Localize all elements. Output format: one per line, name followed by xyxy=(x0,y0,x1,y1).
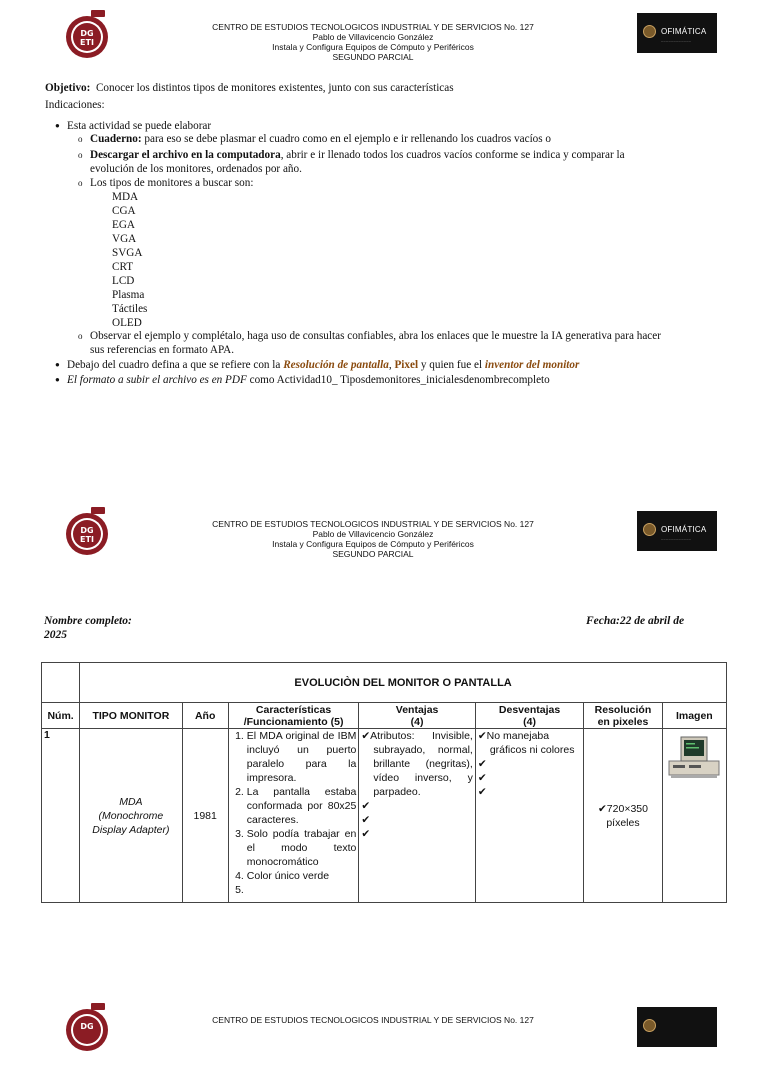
table-title: EVOLUCIÒN DEL MONITOR O PANTALLA xyxy=(80,663,727,703)
observar-item xyxy=(90,329,730,357)
check-icon: ✔ xyxy=(477,730,487,742)
term-inventor: inventor del monitor xyxy=(484,359,580,371)
teacher-name: Pablo de Villavicencio González xyxy=(312,529,434,539)
seal-icon xyxy=(643,25,656,38)
check-icon: ✔ xyxy=(361,730,371,742)
term-separator: , xyxy=(388,359,392,371)
teacher-name: Pablo de Villavicencio González xyxy=(312,32,434,42)
seal-icon xyxy=(643,523,656,536)
observar-text: Observar el ejemplo y complétalo, haga uso de consultas confiables, abra los enlaces que le muestre la IA generativa para hacer xyxy=(90,330,661,342)
objetivo-text: Conocer los distintos tipos de monitores existentes, junto con sus características xyxy=(95,82,454,94)
nombre-label: Nombre completo: 2025 xyxy=(44,615,132,641)
bullet-icon: ● xyxy=(55,360,60,369)
page-header-2 xyxy=(0,507,768,577)
check-icon: ✔ xyxy=(361,828,371,840)
school-name: CENTRO DE ESTUDIOS TECNOLOGICOS INDUSTRIAL Y DE SERVICIOS No. 127 xyxy=(212,22,534,32)
header-desventajas: Desventajas (4) xyxy=(475,703,583,729)
feature-item: 1. El MDA original de IBM incluyó un puerto paralelo para la impresora. xyxy=(247,729,357,785)
feature-item xyxy=(247,883,357,897)
check-icon: ✔ xyxy=(361,814,371,826)
monitor-type-item: EGA xyxy=(112,219,135,231)
cell-num: 1 xyxy=(42,729,80,903)
monitor-types-list xyxy=(112,190,147,330)
course-name: Instala y Configura Equipos de Cómputo y Periféricos xyxy=(272,42,474,52)
desventaja-text: No manejaba gráficos ni colores xyxy=(486,730,575,756)
seal-icon xyxy=(643,1019,656,1032)
monitor-type-item: CRT xyxy=(112,261,134,273)
term-label: SEGUNDO PARCIAL xyxy=(332,549,414,559)
monitor-type-item: CGA xyxy=(112,205,136,217)
formato-italic: El formato a subir el archivo es en PDF xyxy=(67,374,247,386)
circle-bullet-icon: o xyxy=(78,178,83,188)
page-header-3 xyxy=(0,1003,768,1073)
monitor-type-item: LCD xyxy=(112,275,135,287)
check-icon: ✔ xyxy=(477,772,487,784)
header-ventajas: Ventajas (4) xyxy=(359,703,476,729)
ofimatica-badge xyxy=(637,511,717,551)
descargar-text-2: evolución de los monitores, ordenados por año. xyxy=(90,163,302,175)
check-icon: ✔ xyxy=(361,800,371,812)
feature-item: 2. La pantalla estaba conformada por 80x25 caracteres. xyxy=(247,785,357,827)
cell-desventajas xyxy=(475,729,583,903)
observar-text-2: sus referencias en formato APA. xyxy=(90,344,235,356)
cell-caracteristicas xyxy=(228,729,359,903)
mda-computer-image xyxy=(667,735,721,779)
cell-imagen xyxy=(662,729,726,903)
course-name: Instala y Configura Equipos de Cómputo y Periféricos xyxy=(272,539,474,549)
logo-text-bottom: ETI xyxy=(80,38,94,47)
monitor-type-item: VGA xyxy=(112,233,137,245)
indicaciones-heading: Indicaciones: xyxy=(45,99,105,111)
tipos-intro: Los tipos de monitores a buscar son: xyxy=(90,177,254,189)
badge-label: OFIMÁTICA xyxy=(661,27,707,36)
check-icon: ✔ xyxy=(597,802,607,815)
school-name: CENTRO DE ESTUDIOS TECNOLOGICOS INDUSTRIAL Y DE SERVICIOS No. 127 xyxy=(212,519,534,529)
cell-tipo: MDA (Monochrome Display Adapter) xyxy=(80,729,182,903)
feature-item: 4. Color único verde xyxy=(247,869,357,883)
ventaja-text: Atributos: Invisible, subrayado, normal, brillante (negritas), vídeo inverso, y parpadeo. xyxy=(370,730,473,798)
term-pixel: Pixel xyxy=(394,359,419,371)
table-row xyxy=(42,729,727,903)
bullet-1-text: Esta actividad se puede elaborar xyxy=(67,120,212,132)
circle-bullet-icon: o xyxy=(78,150,83,160)
monitor-type-item: Táctiles xyxy=(112,303,148,315)
bullet-2-pre: Debajo del cuadro defina a que se refiere con la xyxy=(67,359,281,371)
check-icon: ✔ xyxy=(477,758,487,770)
ofimatica-badge xyxy=(637,13,717,53)
dgeti-logo xyxy=(62,10,112,60)
header-imagen: Imagen xyxy=(662,703,726,729)
fecha-label: Fecha:22 de abril de xyxy=(586,615,685,627)
dgeti-logo xyxy=(62,507,112,557)
descargar-label: Descargar el archivo en la computadora xyxy=(90,149,281,161)
cuaderno-text: para eso se debe plasmar el cuadro como en el ejemplo e ir rellenando los cuadros vacíos o xyxy=(144,133,552,145)
header-tipo: TIPO MONITOR xyxy=(80,703,182,729)
dgeti-logo xyxy=(62,1003,112,1053)
header-anio: Año xyxy=(182,703,228,729)
ofimatica-badge xyxy=(637,1007,717,1047)
school-name: CENTRO DE ESTUDIOS TECNOLOGICOS INDUSTRIAL Y DE SERVICIOS No. 127 xyxy=(212,1015,534,1025)
term-label: SEGUNDO PARCIAL xyxy=(332,52,414,62)
circle-bullet-icon: o xyxy=(78,134,83,144)
bullet-icon: ● xyxy=(55,121,60,130)
term-resolucion: Resolución de pantalla xyxy=(283,359,389,371)
circle-bullet-icon: o xyxy=(78,331,83,341)
cell-resolucion: ✔720×350 píxeles xyxy=(584,729,662,903)
objetivo-line xyxy=(45,81,454,95)
cuaderno-item xyxy=(90,132,551,146)
logo-text-top: DG xyxy=(80,29,94,38)
header-resolucion: Resolución en pixeles xyxy=(584,703,662,729)
monitor-type-item: Plasma xyxy=(112,289,145,301)
header-num: Núm. xyxy=(42,703,80,729)
monitor-type-item: OLED xyxy=(112,317,142,329)
svg-text:DG: DG xyxy=(80,1022,94,1031)
descargar-item xyxy=(90,148,730,176)
monitor-type-item: SVGA xyxy=(112,247,143,259)
objetivo-label: Objetivo: xyxy=(45,82,91,94)
cell-ventajas xyxy=(359,729,476,903)
svg-text:ETI: ETI xyxy=(80,535,94,544)
header-caracteristicas: Características /Funcionamiento (5) xyxy=(228,703,359,729)
monitor-type-item: MDA xyxy=(112,191,139,203)
formato-text: como Actividad10_ Tiposdemonitores_inicialesdenombrecompleto xyxy=(249,374,550,386)
svg-text:DG: DG xyxy=(80,526,94,535)
bullet-2-mid: y quien fue el xyxy=(420,359,483,371)
badge-subtitle-decoration: ──────────── xyxy=(661,39,692,43)
table-corner xyxy=(42,663,80,703)
check-icon: ✔ xyxy=(477,786,487,798)
cell-anio: 1981 xyxy=(182,729,228,903)
monitor-evolution-table xyxy=(41,662,727,903)
cuaderno-label: Cuaderno: xyxy=(90,133,142,145)
bullet-3-text xyxy=(67,373,550,387)
page-header-1 xyxy=(0,10,768,80)
bullet-icon: ● xyxy=(55,375,60,384)
badge-subtitle-decoration: ──────────── xyxy=(661,537,692,541)
badge-label: OFIMÁTICA xyxy=(661,525,707,534)
year-text: 2025 xyxy=(44,629,67,641)
bullet-2-text xyxy=(67,358,579,372)
feature-item: 3. Solo podía trabajar en el modo texto monocromático xyxy=(247,827,357,869)
descargar-text: , abrir e ir llenado todos los cuadros vacíos conforme se indica y comparar la xyxy=(280,149,625,161)
